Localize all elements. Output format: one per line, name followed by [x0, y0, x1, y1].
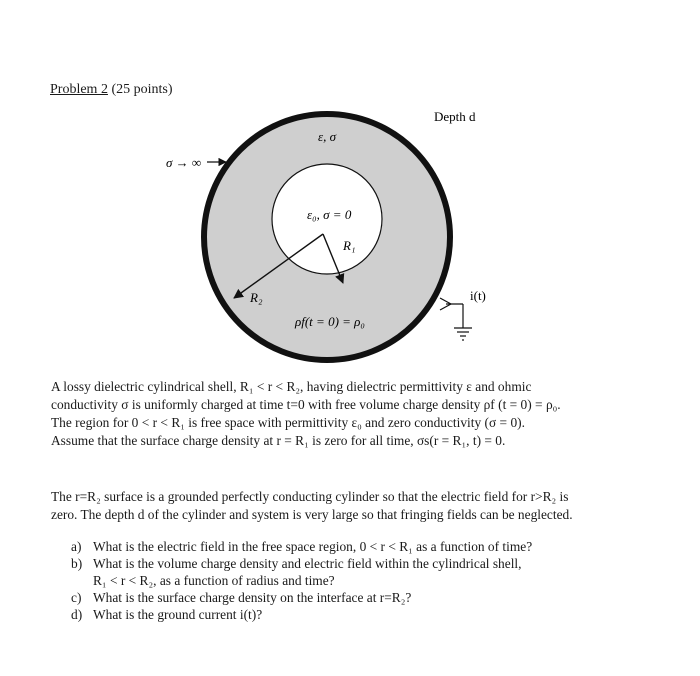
text-line: Assume that the surface charge density at r = R₁ is zero for all time, σs(r = R₁, t) = 0. — [51, 433, 506, 448]
question-item — [71, 555, 651, 572]
question-list — [71, 538, 651, 623]
question-item — [71, 589, 651, 606]
text-line: The region for 0 < r < R₁ is free space with permittivity ε₀ and zero conductivity (σ = 0). — [51, 415, 525, 430]
question-text: What is the electric field in the free space region, 0 < r < R₁ as a function of time? — [93, 539, 533, 554]
inner-material-label: ε₀, σ = 0 — [307, 207, 352, 222]
depth-label: Depth d — [434, 109, 476, 124]
problem-description — [51, 378, 651, 450]
ground-symbol — [454, 328, 472, 340]
question-text: What is the surface charge density on the interface at r=R₂? — [93, 590, 412, 605]
r2-label: R₂ — [250, 290, 263, 305]
question-label: a) — [71, 539, 82, 554]
question-label: c) — [71, 590, 82, 605]
initial-charge-label: ρf(t = 0) = ρ₀ — [295, 314, 365, 329]
current-arrow-head — [440, 304, 451, 310]
current-label: i(t) — [470, 288, 486, 303]
conductor-label: σ → ∞ — [166, 155, 202, 170]
question-item — [71, 538, 651, 555]
outer-material-label: ε, σ — [318, 129, 337, 144]
question-label: b) — [71, 556, 83, 571]
problem-heading — [50, 82, 173, 98]
question-label: d) — [71, 607, 83, 622]
question-item — [71, 606, 651, 623]
boundary-description — [51, 488, 651, 524]
text-line: The r=R₂ surface is a grounded perfectly conducting cylinder so that the electric field for r>R₂ is — [51, 489, 569, 504]
question-text: What is the volume charge density and electric field within the cylindrical shell, — [93, 556, 522, 571]
problem-points: (25 points) — [107, 82, 173, 97]
current-arrow-head — [440, 298, 451, 304]
text-line: conductivity σ is uniformly charged at time t=0 with free volume charge density ρf (t = 0) = ρ₀. — [51, 397, 561, 412]
question-continuation: R₁ < r < R₂, as a function of radius and time? — [93, 573, 335, 588]
text-line: zero. The depth d of the cylinder and system is very large so that fringing fields can be neglected. — [51, 507, 573, 522]
text-line: A lossy dielectric cylindrical shell, R₁ < r < R₂, having dielectric permittivity ε and ohmic — [51, 379, 532, 394]
question-text: What is the ground current i(t)? — [93, 607, 263, 622]
r1-label: R₁ — [343, 238, 356, 253]
problem-title: Problem 2 — [50, 82, 108, 97]
